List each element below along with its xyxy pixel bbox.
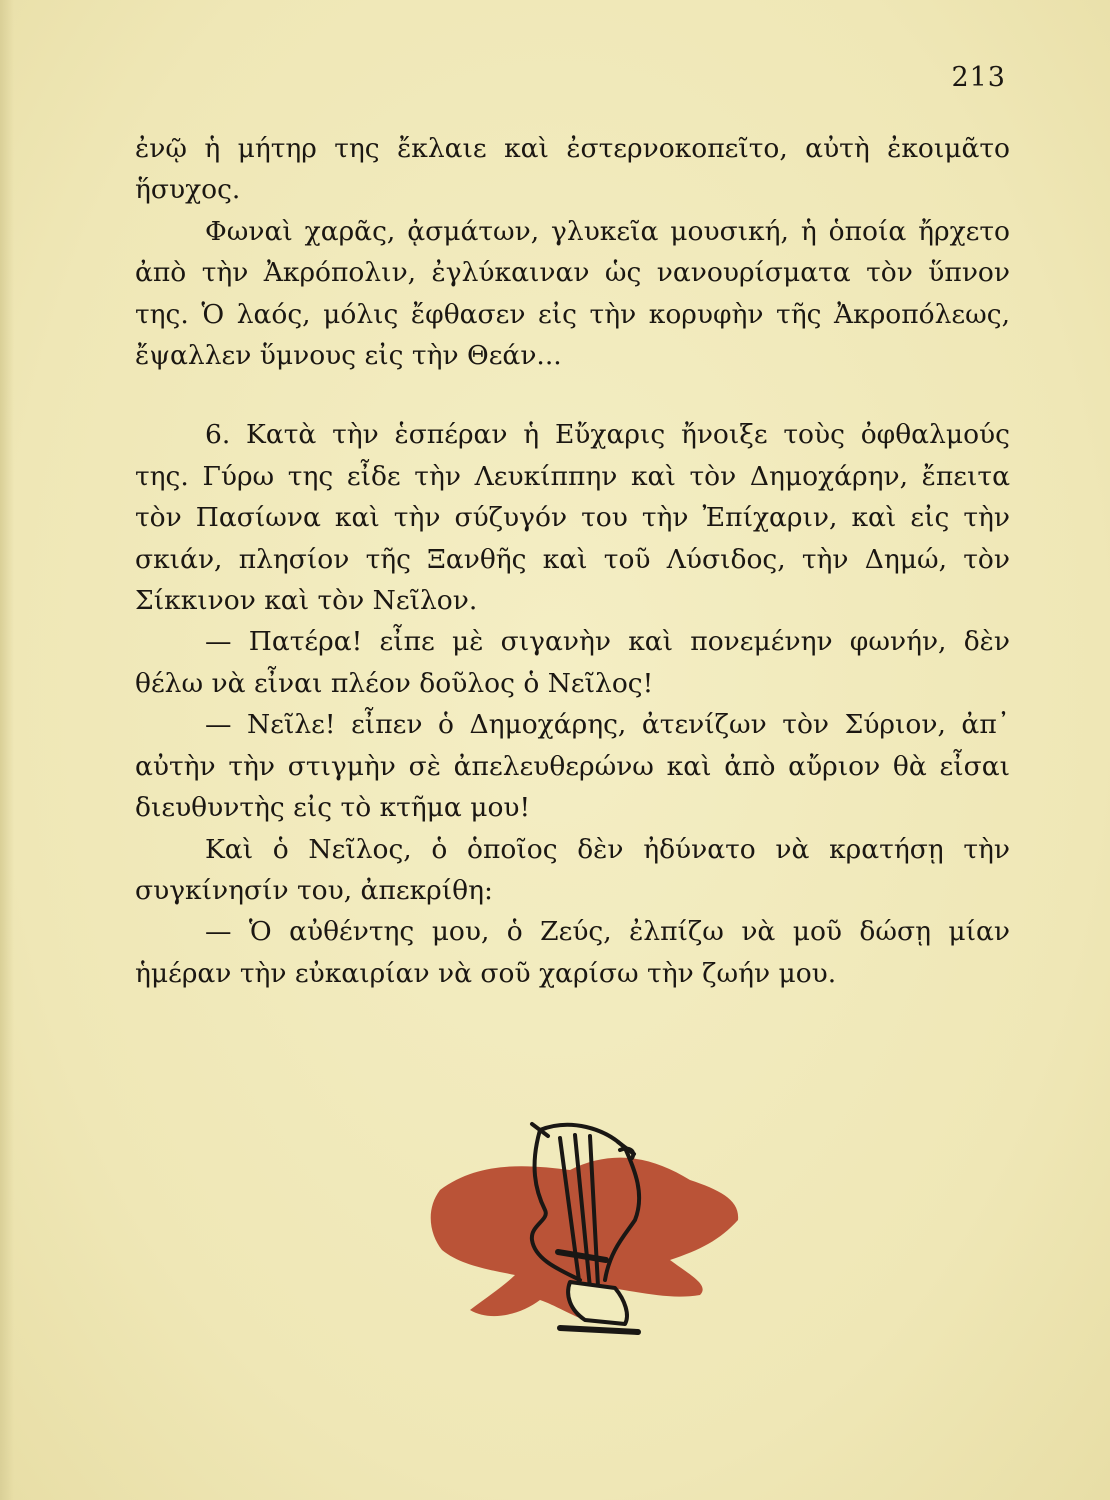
page-binding-shadow: [0, 0, 14, 1500]
paragraph-1: ἐνῷ ἡ μήτηρ της ἔκλαιε καὶ ἐστερνοκοπεῖτο, αὐτὴ ἐκοιμᾶτο ἥσυχος.: [135, 133, 1010, 206]
paragraph-7-dialogue: — Ὁ αὐθέντης μου, ὁ Ζεύς, ἐλπίζω νὰ μοῦ δώσῃ μίαν ἡμέραν τὴν εὐκαιρίαν νὰ σοῦ χαρίσω τὴν ζωήν μου.: [135, 916, 1010, 989]
paragraph-3-section-6: 6. Κατὰ τὴν ἑσπέραν ἡ Εὔχαρις ἤνοιξε τοὺς ὀφθαλμούς της. Γύρω της εἶδε τὴν Λευκίππην καὶ τὸν Δημοχάρην, ἔπειτα τὸν Πασίωνα καὶ τὴν σύζυγόν του τὴν Ἐπίχαριν, καὶ εἰς τὴν σκιάν, πλησίον τῆς Ξανθῆς καὶ τοῦ Λύσιδος, τὴν Δημώ, τὸν Σίκκινον καὶ τὸν Νεῖλον.: [135, 419, 1010, 617]
body-text: [135, 128, 1010, 994]
paragraph-2: Φωναὶ χαρᾶς, ᾀσμάτων, γλυκεῖα μουσική, ἡ ὁποία ἤρχετο ἀπὸ τὴν Ἀκρόπολιν, ἐγλύκαιναν ὡς νανουρίσματα τὸν ὕπνον της. Ὁ λαός, μόλις ἔφθασεν εἰς τὴν κορυφὴν τῆς Ἀκροπόλεως, ἔψαλλεν ὕμνους εἰς τὴν Θεάν...: [135, 215, 1010, 372]
paragraph-6: Καὶ ὁ Νεῖλος, ὁ ὁποῖος δὲν ἠδύνατο νὰ κρατήσῃ τὴν συγκίνησίν του, ἀπεκρίθη:: [135, 833, 1010, 906]
page-number: 213: [951, 62, 1006, 93]
paragraph-5-dialogue: — Νεῖλε! εἶπεν ὁ Δημοχάρης, ἀτενίζων τὸν Σύριον, ἀπ᾽ αὐτὴν τὴν στιγμὴν σὲ ἀπελευθερώνω καὶ ἀπὸ αὔριον θὰ εἶσαι διευθυντὴς εἰς τὸ κτῆμα μου!: [135, 709, 1010, 824]
section-gap: [135, 376, 1010, 414]
lyre-illustration: [420, 1110, 760, 1370]
paragraph-4-dialogue: — Πατέρα! εἶπε μὲ σιγανὴν καὶ πονεμένην φωνήν, δὲν θέλω νὰ εἶναι πλέον δοῦλος ὁ Νεῖλος!: [135, 626, 1010, 699]
